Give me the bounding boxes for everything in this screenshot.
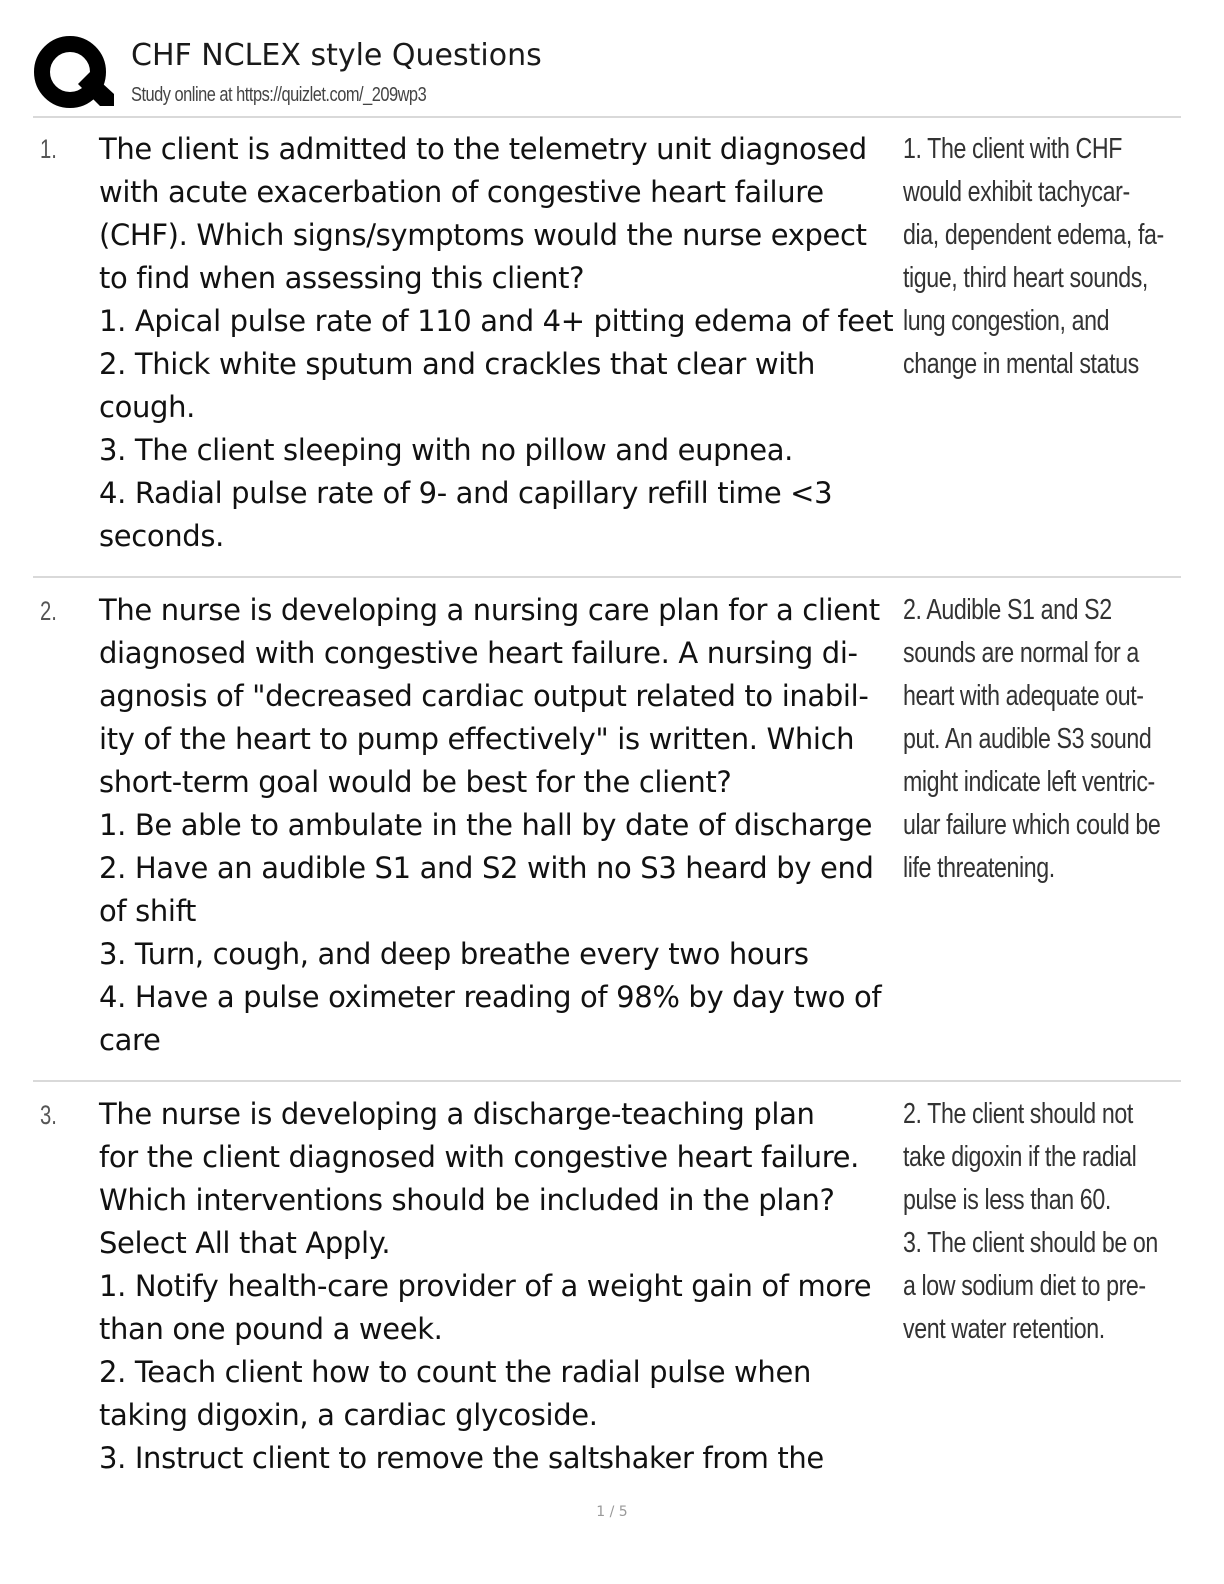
question-line: than one pound a week. [99, 1312, 443, 1346]
question-line: cough. [99, 390, 195, 424]
question-line: The nurse is developing a nursing care plan for a client [99, 593, 880, 627]
question-line: 1. Notify health-care provider of a weight gain of more [99, 1269, 872, 1303]
question-text [99, 128, 899, 558]
answer-line: might indicate left ventric- [903, 766, 1155, 798]
answer-line: dia, dependent edema, fa- [903, 219, 1164, 251]
answer-line: heart with adequate out- [903, 680, 1144, 712]
answer-line: a low sodium diet to pre- [903, 1270, 1146, 1302]
answer-line: 1. The client with CHF [903, 133, 1122, 165]
card-number: 2. [40, 596, 57, 626]
question-line: Which interventions should be included in the plan? [99, 1183, 835, 1217]
answer-text [903, 128, 1167, 386]
question-line: seconds. [99, 519, 224, 553]
question-text [99, 1093, 899, 1480]
answer-line: sounds are normal for a [903, 637, 1139, 669]
question-line: 2. Thick white sputum and crackles that clear with [99, 347, 815, 381]
page-title: CHF NCLEX style Questions [131, 38, 542, 73]
answer-line: tigue, third heart sounds, [903, 262, 1148, 294]
question-line: The client is admitted to the telemetry unit diagnosed [99, 132, 867, 166]
question-line: care [99, 1023, 161, 1057]
question-line: agnosis of "decreased cardiac output related to inabil- [99, 679, 869, 713]
card-number: 1. [40, 134, 57, 164]
header-divider [33, 116, 1181, 118]
answer-line: 2. Audible S1 and S2 [903, 594, 1112, 626]
question-line: 2. Have an audible S1 and S2 with no S3 heard by end [99, 851, 874, 885]
question-line: 4. Radial pulse rate of 9- and capillary refill time <3 [99, 476, 833, 510]
quizlet-q-logo-icon [30, 32, 114, 116]
card-divider [33, 1080, 1181, 1082]
question-line: The nurse is developing a discharge-teaching plan [99, 1097, 815, 1131]
answer-line: change in mental status [903, 348, 1139, 380]
answer-line: life threatening. [903, 852, 1055, 884]
answer-text [903, 589, 1167, 890]
answer-line: 2. The client should not [903, 1098, 1133, 1130]
question-line: taking digoxin, a cardiac glycoside. [99, 1398, 598, 1432]
question-line: for the client diagnosed with congestive heart failure. [99, 1140, 860, 1174]
question-line: 4. Have a pulse oximeter reading of 98% by day two of [99, 980, 882, 1014]
question-line: 3. The client sleeping with no pillow and eupnea. [99, 433, 794, 467]
card-number: 3. [40, 1100, 57, 1130]
answer-line: would exhibit tachycar- [903, 176, 1130, 208]
answer-line: take digoxin if the radial [903, 1141, 1137, 1173]
question-line: 3. Instruct client to remove the saltshaker from the [99, 1441, 824, 1475]
answer-line: pulse is less than 60. [903, 1184, 1111, 1216]
answer-line: 3. The client should be on [903, 1227, 1158, 1259]
question-line: 2. Teach client how to count the radial pulse when [99, 1355, 811, 1389]
question-line: ity of the heart to pump effectively" is written. Which [99, 722, 855, 756]
card-divider [33, 576, 1181, 578]
question-line: 1. Be able to ambulate in the hall by date of discharge [99, 808, 873, 842]
answer-line: put. An audible S3 sound [903, 723, 1152, 755]
question-text [99, 589, 899, 1062]
question-line: Select All that Apply. [99, 1226, 391, 1260]
answer-line: ular failure which could be [903, 809, 1161, 841]
question-line: short-term goal would be best for the client? [99, 765, 732, 799]
question-line: with acute exacerbation of congestive heart failure [99, 175, 824, 209]
question-line: to find when assessing this client? [99, 261, 585, 295]
answer-text [903, 1093, 1167, 1351]
question-line: 1. Apical pulse rate of 110 and 4+ pitting edema of feet [99, 304, 894, 338]
question-line: (CHF). Which signs/symptoms would the nurse expect [99, 218, 867, 252]
question-line: diagnosed with congestive heart failure. A nursing di- [99, 636, 858, 670]
answer-line: lung congestion, and [903, 305, 1110, 337]
answer-line: vent water retention. [903, 1313, 1105, 1345]
page-number: 1 / 5 [596, 1504, 628, 1520]
question-line: 3. Turn, cough, and deep breathe every two hours [99, 937, 809, 971]
study-online-link[interactable]: Study online at https://quizlet.com/_209wp3 [131, 84, 427, 106]
question-line: of shift [99, 894, 196, 928]
